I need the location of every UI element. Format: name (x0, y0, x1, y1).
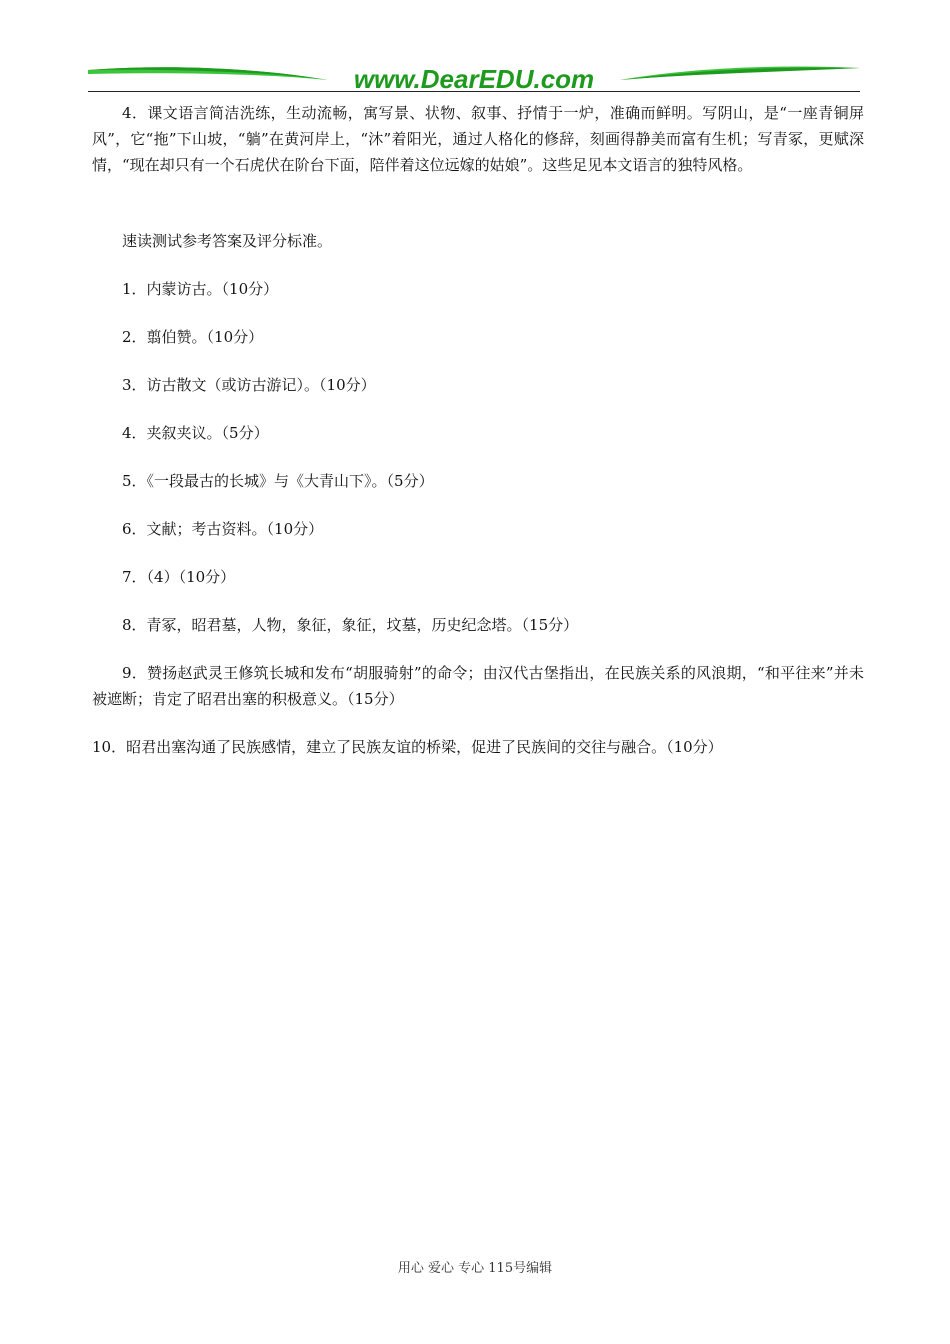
answer-item: 3．访古散文（或访古游记）。（10分） (122, 376, 376, 394)
section-title: 速读测试参考答案及评分标准。 (122, 232, 333, 250)
answer-item: 5．《一段最古的长城》与《大青山下》。（5分） (122, 472, 434, 490)
logo-swoosh-graphic (88, 60, 860, 94)
answer-item: 9．赞扬赵武灵王修筑长城和发布“胡服骑射”的命令；由汉代古堡指出，在民族关系的风浪期，“和平往来”并未被遮断；肯定了昭君出塞的积极意义。（15分） (92, 664, 864, 708)
answer-item: 1．内蒙访古。（10分） (122, 280, 279, 298)
header-divider (88, 91, 860, 92)
logo-text: www.DearEDU.com (353, 64, 595, 94)
answer-item: 4．夹叙夹议。（5分） (122, 424, 269, 442)
answer-item: 8．青冢，昭君墓，人物，象征，象征，坟墓，历史纪念塔。（15分） (122, 616, 579, 634)
answer-item: 6．文献；考古资料。（10分） (122, 520, 324, 538)
answer-item: 2．翦伯赞。（10分） (122, 328, 264, 346)
answer-item: 7．（4）（10分） (122, 568, 236, 586)
site-logo-banner (88, 60, 860, 94)
paragraph-4: 4．课文语言简洁洗练，生动流畅，寓写景、状物、叙事、抒情于一炉，准确而鲜明。写阴山，是“一座青铜屏风”，它“拖”下山坡，“躺”在黄河岸上，“沐”着阳光，通过人格化的修辞，刻画得静美而富有生机；写青冢，更赋深情，“现在却只有一个石虎伏在阶台下面，陪伴着这位远嫁的姑娘”。这些足见本文语言的独特风格。 (92, 104, 864, 174)
document-body (92, 100, 864, 756)
answer-item: 10．昭君出塞沟通了民族感情，建立了民族友谊的桥梁，促进了民族间的交往与融合。（10分） (92, 738, 723, 756)
page-footer: 用心 爱心 专心 115号编辑 (397, 1261, 553, 1276)
